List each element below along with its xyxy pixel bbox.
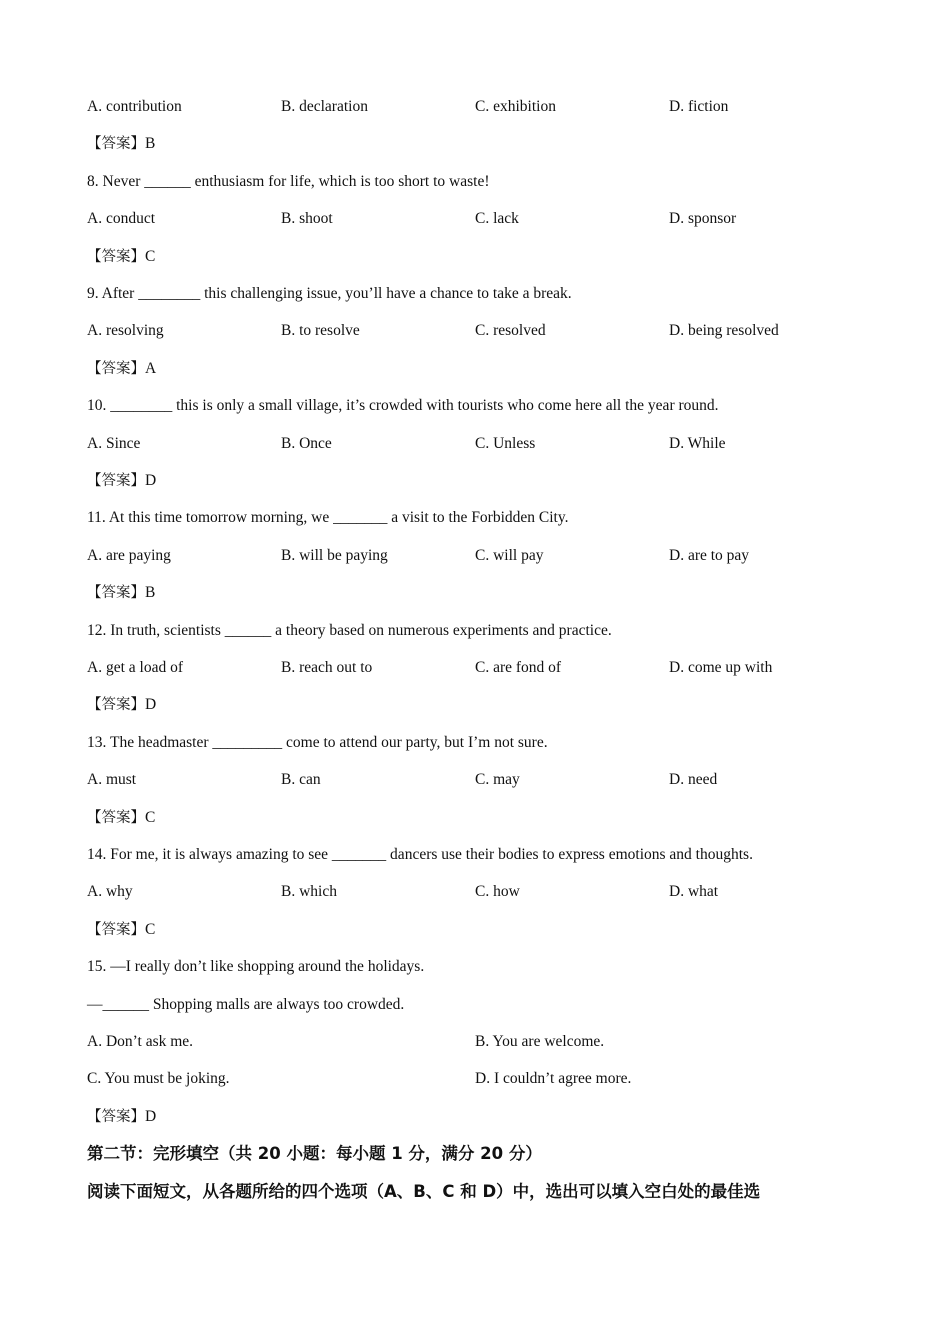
section-heading: 第二节：完形填空（共 20 小题：每小题 1 分，满分 20 分） [87,1144,542,1163]
answer-option: A. resolving [87,322,164,339]
answer-label: 【答案】 [87,810,145,826]
answer-option: B. can [281,771,321,788]
answer-option: C. how [475,883,520,900]
question-text: 9. After ________ this challenging issue, you’ll have a chance to take a break. [87,285,572,302]
answer-label: 【答案】 [87,136,145,152]
answer-label: 【答案】 [87,1109,145,1125]
answer-value: C [145,809,156,826]
answer-value: C [145,921,156,938]
answer-value: B [145,135,156,152]
answer-value: D [145,472,157,489]
answer-option: C. You must be joking. [87,1070,230,1087]
section-heading: 阅读下面短文，从各题所给的四个选项（A、B、C 和 D）中，选出可以填入空白处的最佳选 [87,1182,761,1201]
answer-option: C. may [475,771,520,788]
answer-option: D. need [669,771,718,788]
answer-option: D. being resolved [669,322,779,339]
answer-option: A. conduct [87,210,156,227]
answer-key [87,920,155,940]
answer-option: B. shoot [281,210,333,227]
answer-option: C. are fond of [475,659,562,676]
question-text: —______ Shopping malls are always too crowded. [87,996,405,1013]
answer-option: A. contribution [87,98,182,115]
answer-option: B. will be paying [281,547,388,564]
answer-key [87,359,156,379]
answer-option: A. why [87,883,133,900]
answer-option: D. are to pay [669,547,750,564]
answer-key [87,471,156,491]
answer-option: B. declaration [281,98,368,115]
question-text: 10. ________ this is only a small village, it’s crowded with tourists who come here all the year round. [87,397,719,414]
answer-key [87,247,155,267]
question-text: 15. —I really don’t like shopping around the holidays. [87,958,425,975]
answer-option: A. get a load of [87,659,183,676]
answer-label: 【答案】 [87,473,145,489]
answer-option: C. lack [475,210,519,227]
answer-key [87,1107,156,1127]
answer-option: A. are paying [87,547,171,564]
question-text: 13. The headmaster _________ come to attend our party, but I’m not sure. [87,734,548,751]
answer-option: A. Don’t ask me. [87,1033,194,1050]
answer-option: C. exhibition [475,98,556,115]
answer-value: A [145,360,157,377]
answer-value: B [145,584,156,601]
answer-option: C. resolved [475,322,546,339]
answer-key [87,134,155,154]
answer-option: A. Since [87,435,141,452]
question-text: 11. At this time tomorrow morning, we _______ a visit to the Forbidden City. [87,509,569,526]
answer-option: B. reach out to [281,659,373,676]
answer-option: D. While [669,435,726,452]
answer-option: B. to resolve [281,322,360,339]
question-text: 8. Never ______ enthusiasm for life, which is too short to waste! [87,173,490,190]
answer-option: C. Unless [475,435,536,452]
answer-option: D. I couldn’t agree more. [475,1070,632,1087]
answer-option: A. must [87,771,137,788]
answer-key [87,808,155,828]
answer-option: B. which [281,883,337,900]
answer-value: D [145,1108,157,1125]
answer-option: D. fiction [669,98,729,115]
answer-option: B. Once [281,435,332,452]
answer-option: B. You are welcome. [475,1033,605,1050]
answer-option: D. sponsor [669,210,737,227]
answer-label: 【答案】 [87,361,145,377]
answer-value: C [145,248,156,265]
answer-label: 【答案】 [87,922,145,938]
question-text: 12. In truth, scientists ______ a theory based on numerous experiments and practice. [87,622,612,639]
question-text: 14. For me, it is always amazing to see _______ dancers use their bodies to express emotions and thoughts. [87,846,753,863]
answer-key [87,695,156,715]
answer-option: D. come up with [669,659,773,676]
answer-key [87,583,155,603]
answer-label: 【答案】 [87,249,145,265]
answer-option: D. what [669,883,719,900]
answer-value: D [145,696,157,713]
answer-label: 【答案】 [87,585,145,601]
answer-label: 【答案】 [87,697,145,713]
answer-option: C. will pay [475,547,544,564]
